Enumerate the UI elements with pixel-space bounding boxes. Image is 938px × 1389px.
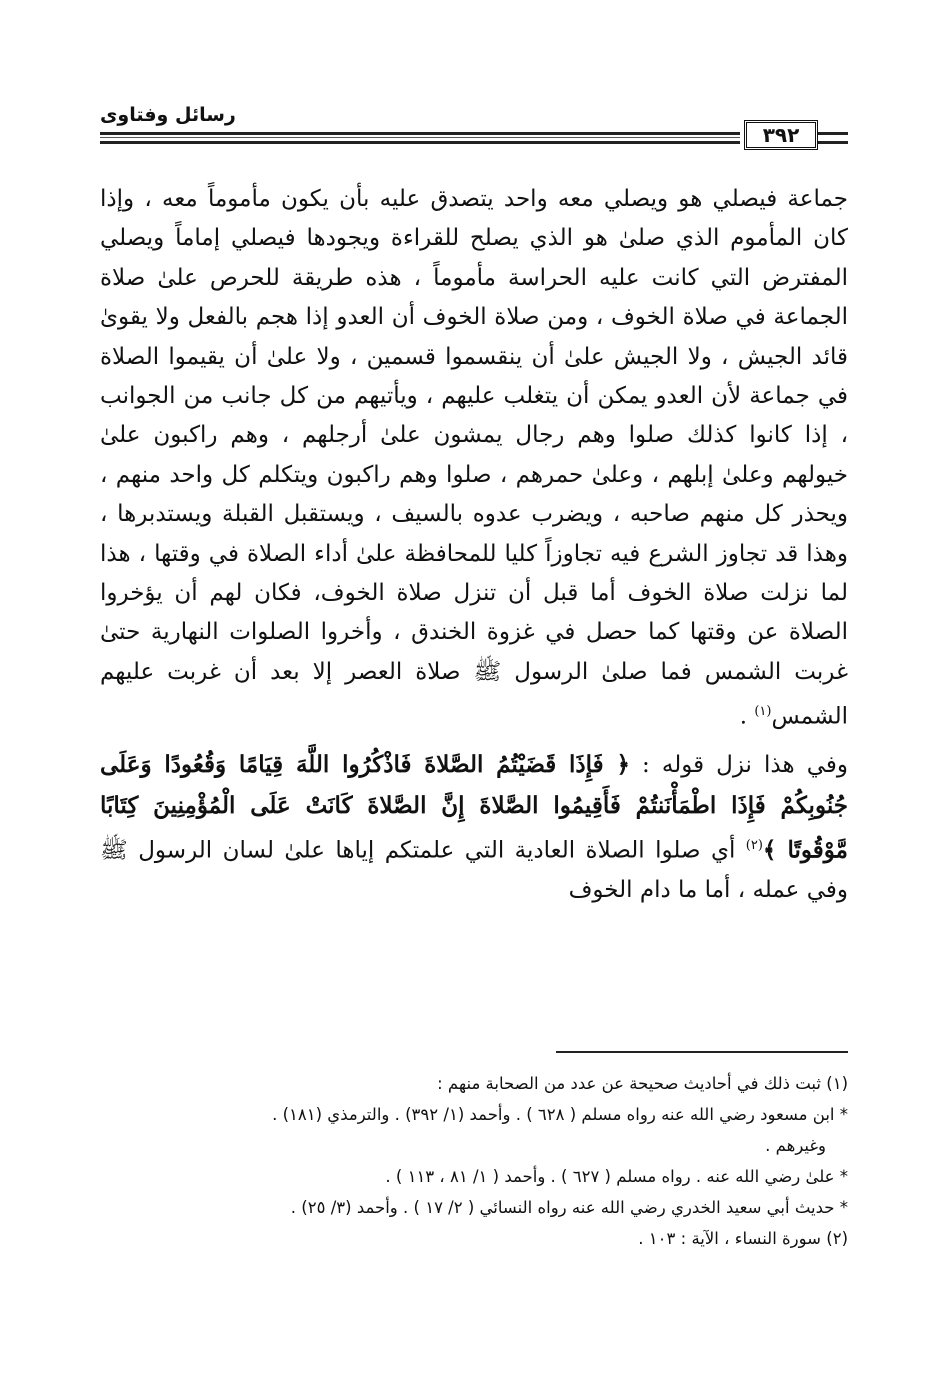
footnote-ref-1: (١) xyxy=(754,704,772,720)
footnote-separator xyxy=(556,1051,848,1053)
paragraph-2 xyxy=(100,745,848,910)
paragraph-1-end: . xyxy=(739,703,755,730)
footnotes xyxy=(100,1068,848,1254)
header-rule xyxy=(100,132,740,144)
paragraph-1-text: جماعة فيصلي هو ويصلي معه واحد يتصدق عليه بأن يكون مأموماً معه ، وإذا كان المأموم الذي صلىٰ هو الذي يصلح للقراءة ويجودها فيصلي إماماً ويصلي المفترض التي كانت عليه الحراسة مأموماً ، هذه طريقة للحرص علىٰ صلاة الجماعة في صلاة الخوف ، ومن صلاة الخوف أن العدو إذا هجم بالفعل ولا يقوىٰ قائد الجيش ، ولا الجيش علىٰ أن ينقسموا قسمين ، ولا علىٰ أن يقيموا الصلاة في جماعة لأن العدو يمكن أن يتغلب عليهم ، ويأتيهم من كل جانب من الجوانب ، إذا كانوا كذلك صلوا وهم رجال يمشون علىٰ أرجلهم ، وهم راكبون علىٰ خيولهم وعلىٰ إبلهم ، وعلىٰ حمرهم ، صلوا وهم راكبون ويتكلم كل واحد منهم ، ويحذر كل منهم صاحبه ، ويضرب عدوه بالسيف ، ويستقبل القبلة ويستدبرها ، وهذا قد تجاوز الشرع فيه تجاوزاً كليا للمحافظة علىٰ أداء الصلاة في وقتها ، هذا لما نزلت صلاة الخوف أما قبل أن تنزل صلاة الخوف، فكان لهم أن يؤخروا الصلاة عن وقتها كما حصل في غزوة الخندق ، وأخروا الصلوات النهارية حتىٰ غربت الشمس فما صلىٰ الرسول ﷺ صلاة العصر إلا بعد أن غربت عليهم الشمس xyxy=(100,186,848,730)
footnote-1-item-2: * علىٰ رضي الله عنه . رواه مسلم ( ٦٢٧ ) . وأحمد ( ١/ ٨١ ، ١١٣ ) . xyxy=(385,1167,848,1186)
quran-verse: ﴿ فَإِذَا قَضَيْتُمُ الصَّلاةَ فَاذْكُرُوا اللَّهَ قِيَامًا وَقُعُودًا وَعَلَى جُنُوبِكُمْ فَإِذَا اطْمَأْنَنتُمْ فَأَقِيمُوا الصَّلاةَ إِنَّ الصَّلاةَ كَانَتْ عَلَى الْمُؤْمِنِينَ كِتَابًا مَّوْقُوتًا ﴾ xyxy=(100,751,848,864)
paragraph-2-rest: أي صلوا الصلاة العادية التي علمتكم إياها علىٰ لسان الرسول ﷺ وفي عمله ، أما ما دام الخوف xyxy=(100,837,848,904)
header-rule-tail xyxy=(818,132,848,144)
main-text xyxy=(100,180,848,911)
paragraph-2-intro: وفي هذا نزل قوله : xyxy=(629,752,848,779)
book-title: رسائل وفتاوى xyxy=(100,104,236,126)
footnote-1-title: (١) ثبت ذلك في أحاديث صحيحة عن عدد من الصحابة منهم : xyxy=(437,1074,848,1093)
page-number: ٣٩٢ xyxy=(744,120,818,150)
footnote-ref-2: (٢) xyxy=(745,838,763,854)
footnote-2: (٢) سورة النساء ، الآية : ١٠٣ . xyxy=(638,1229,848,1248)
footnote-1-item-1: * ابن مسعود رضي الله عنه رواه مسلم ( ٦٢٨ ) . وأحمد (١/ ٣٩٢) . والترمذي (١٨١) . xyxy=(272,1105,848,1124)
footnote-1-item-3: * حديث أبي سعيد الخدري رضي الله عنه رواه النسائي ( ٢/ ١٧ ) . وأحمد (٣/ ٢٥) . xyxy=(290,1198,848,1217)
page-header xyxy=(100,98,848,158)
footnote-1-item-1-cont: وغيرهم . xyxy=(765,1136,826,1155)
paragraph-1 xyxy=(100,180,848,737)
